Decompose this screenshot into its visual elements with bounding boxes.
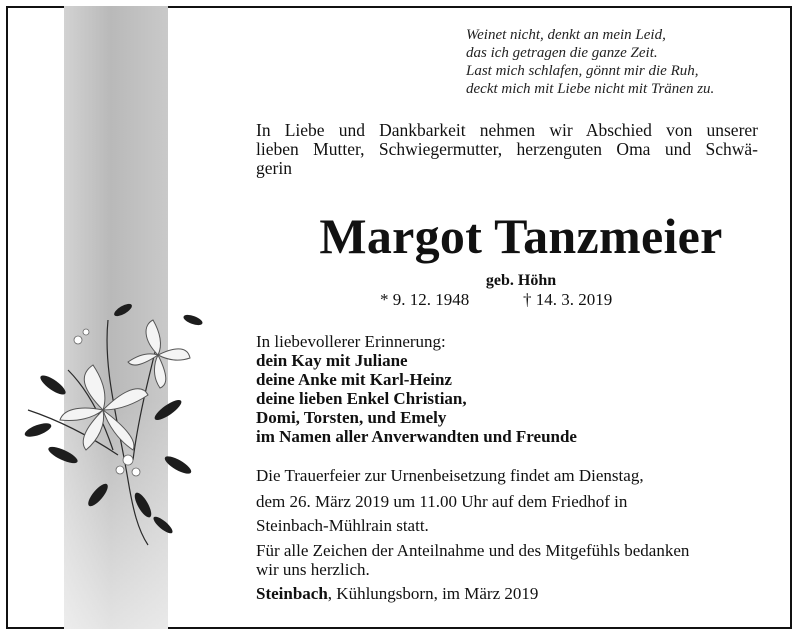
poem-line: Last mich schlafen, gönnt mir die Ruh,: [466, 63, 699, 79]
death-date: † 14. 3. 2019: [523, 290, 613, 309]
family-line: deine Anke mit Karl-Heinz: [256, 370, 452, 389]
service-line: Die Trauerfeier zur Urnenbeisetzung findet am Dienstag,: [256, 466, 644, 485]
poem-line: Weinet nicht, denkt an mein Leid,: [466, 27, 666, 43]
intro-line: lieben Mutter, Schwiegermutter, herzenguten Oma und Schwä-: [256, 139, 758, 159]
intro-line: gerin: [256, 158, 292, 178]
signature-place: Steinbach: [256, 584, 328, 603]
poem-line: das ich getragen die ganze Zeit.: [466, 45, 658, 61]
birth-date: * 9. 12. 1948: [380, 290, 470, 309]
signature-rest: , Kühlungsborn, im März 2019: [327, 584, 539, 603]
remembrance-block: [256, 332, 756, 446]
thanks-text: [256, 541, 776, 579]
signature-line: [256, 584, 776, 604]
family-line: im Namen aller Anverwandten und Freunde: [256, 427, 577, 446]
service-info: [256, 465, 776, 537]
family-line: deine lieben Enkel Christian,: [256, 389, 467, 408]
intro-text: [256, 121, 758, 178]
remembrance-label: In liebevollerer Erinnerung:: [256, 332, 446, 351]
thanks-line: Für alle Zeichen der Anteilnahme und des Mitgefühls bedanken: [256, 541, 690, 560]
maiden-name: geb. Höhn: [485, 272, 557, 289]
life-dates: [380, 290, 640, 310]
deceased-name: Margot Tanzmeier: [319, 208, 723, 264]
thanks-line: wir uns herzlich.: [256, 560, 370, 579]
intro-line: In Liebe und Dankbarkeit nehmen wir Abschied von unserer: [256, 120, 758, 140]
service-line: dem 26. März 2019 um 11.00 Uhr auf dem Friedhof in: [256, 492, 628, 511]
family-line: dein Kay mit Juliane: [256, 351, 408, 370]
family-line: Domi, Torsten, und Emely: [256, 408, 447, 427]
poem-line: deckt mich mit Liebe nicht mit Tränen zu.: [466, 81, 715, 97]
service-line: Steinbach-Mühlrain statt.: [256, 516, 429, 535]
poem: [466, 26, 786, 98]
lily-flowers-image: [8, 280, 208, 550]
